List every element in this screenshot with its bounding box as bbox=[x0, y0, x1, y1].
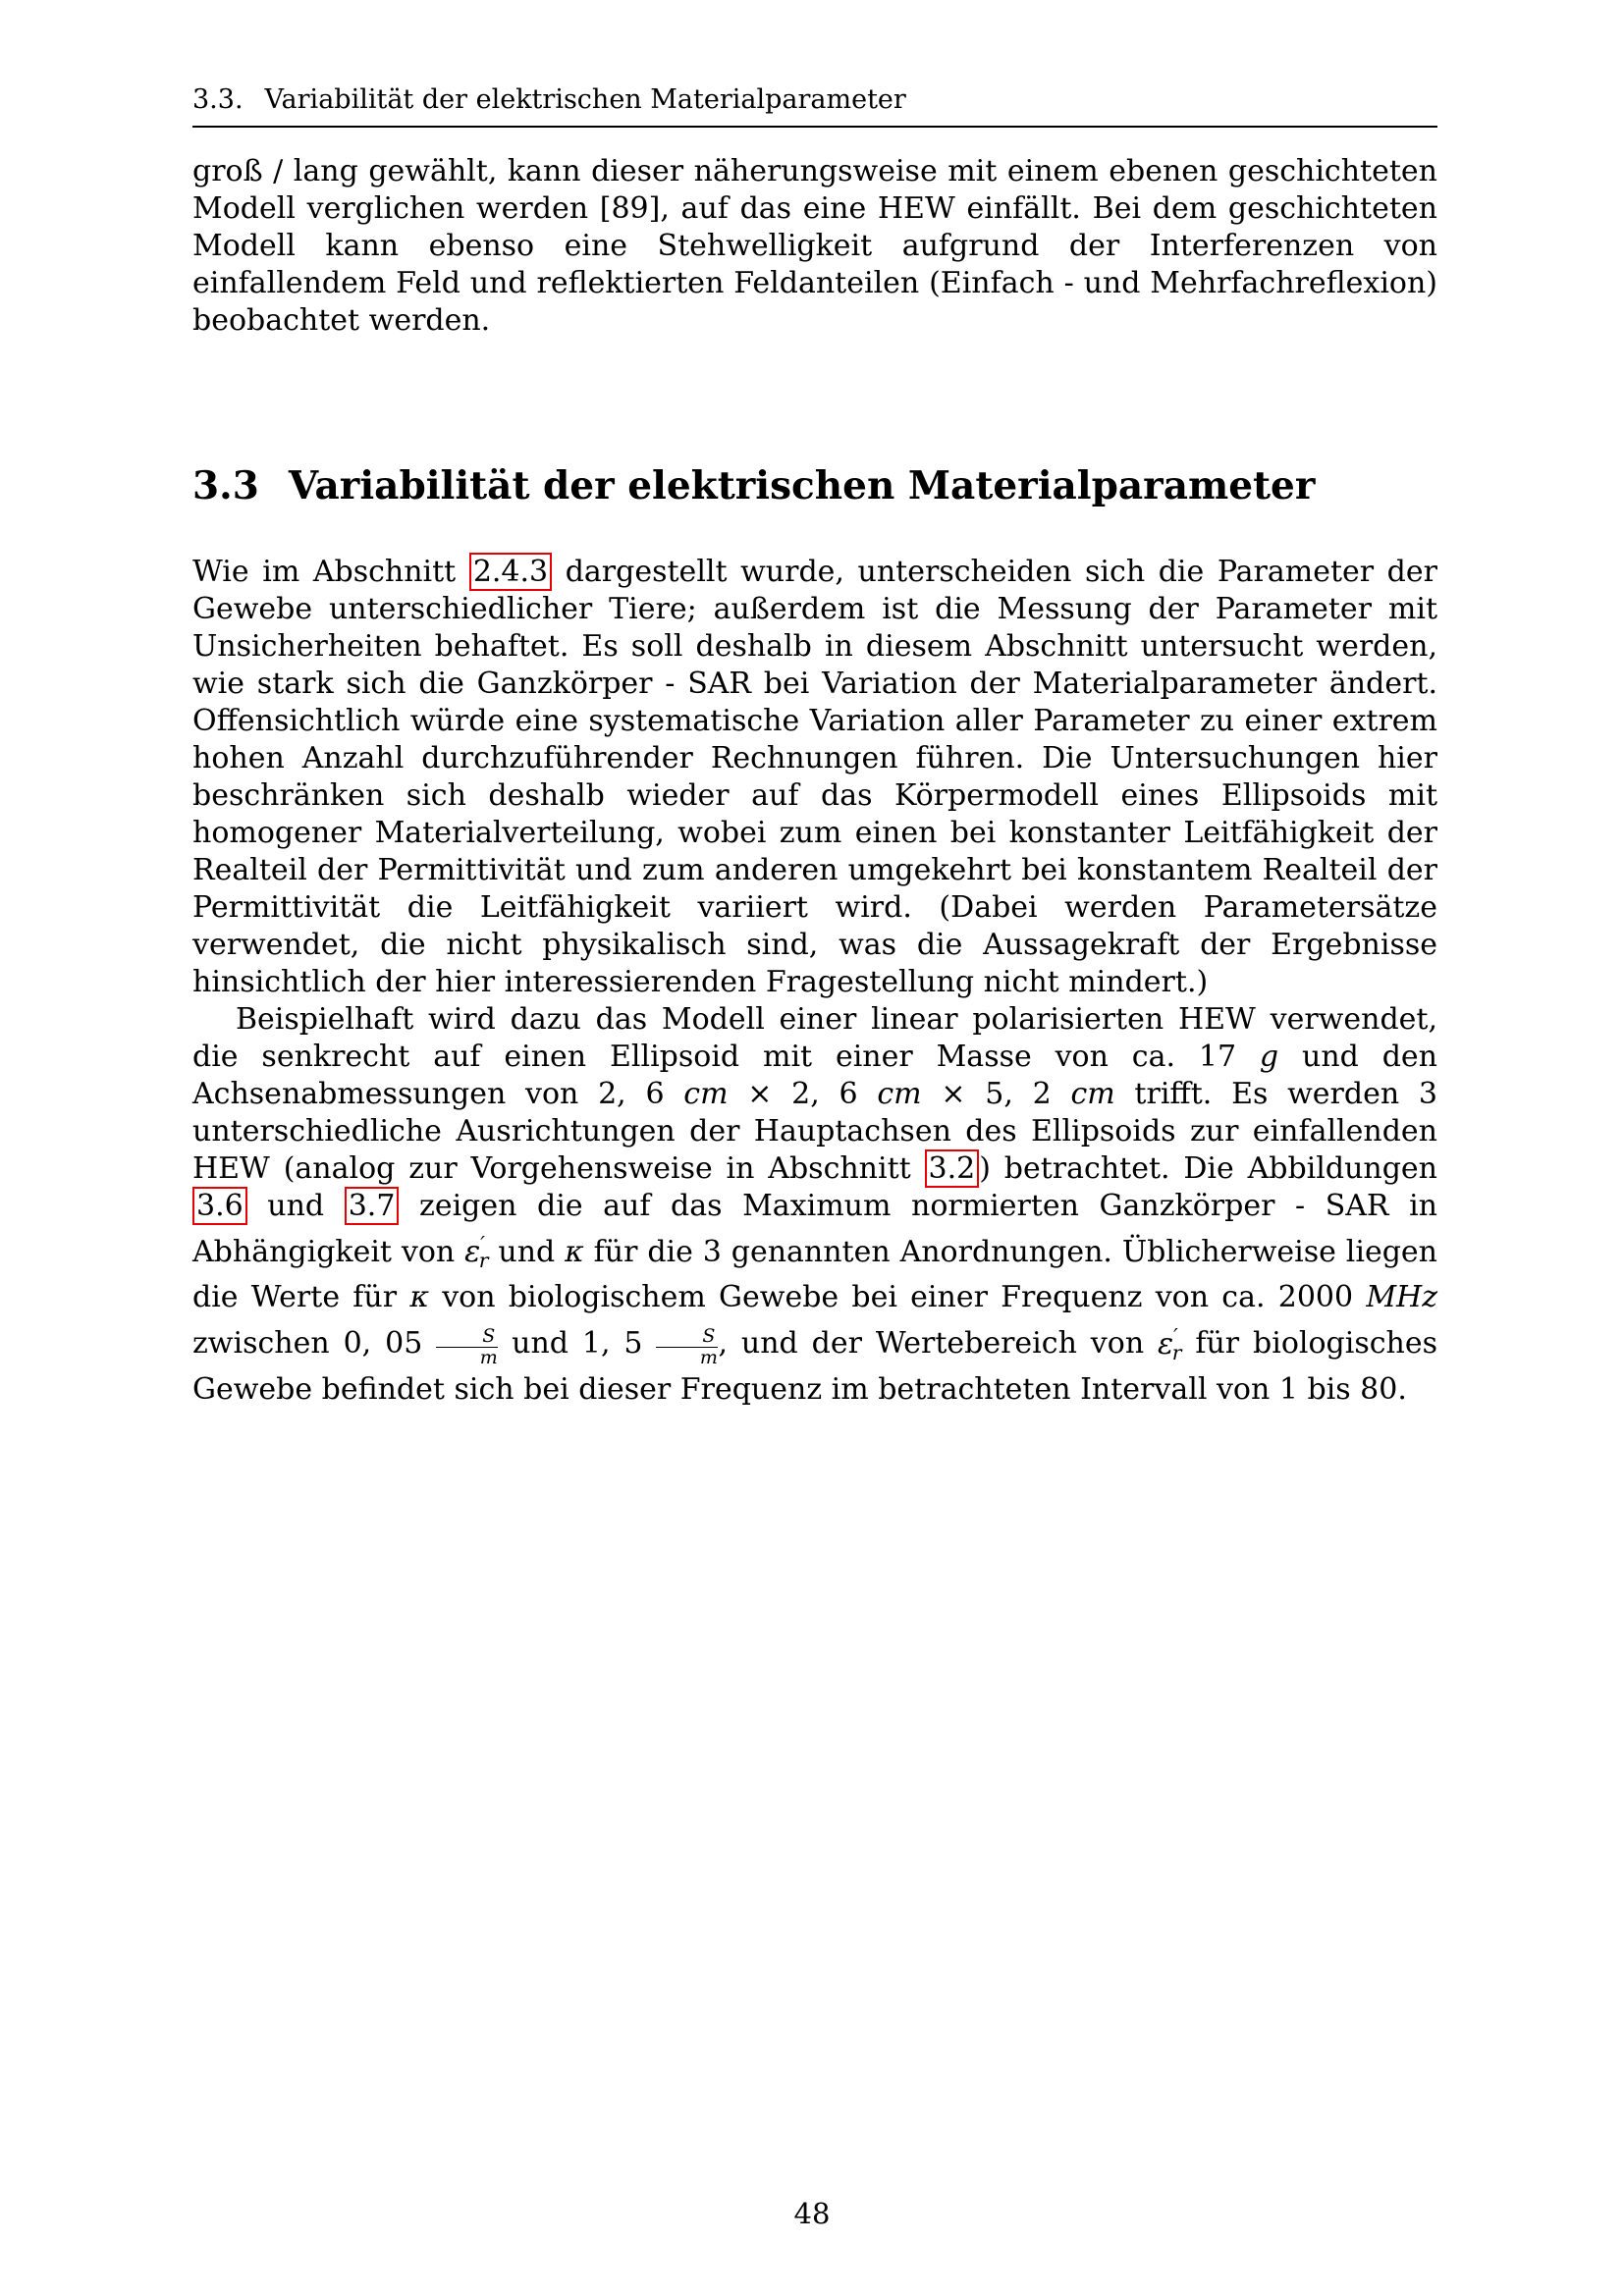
text-run: für biologisches Gewebe befindet sich bei dieser Frequenz im betrachteten Intervall von 1 bis 80. bbox=[192, 1326, 1437, 1407]
cross-reference-link[interactable]: 3.6 bbox=[192, 1187, 247, 1225]
math-superscript: ′ bbox=[1173, 1323, 1178, 1348]
text-run: trifft. Es werden 3 unterschiedliche Ausrichtungen der Hauptachsen des Ellipsoids zur einfallenden HEW (analog zur Vorgehensweise in Abschnitt bbox=[192, 1077, 1437, 1186]
math-subscript: r bbox=[1171, 1340, 1182, 1364]
text-run: , und der Wertebereich von bbox=[718, 1326, 1159, 1362]
math-symbol: MHz bbox=[1366, 1280, 1437, 1315]
running-header bbox=[192, 84, 1437, 128]
fraction-denominator: m bbox=[699, 1346, 718, 1368]
fraction-denominator: m bbox=[479, 1346, 498, 1368]
math-symbol: κ bbox=[409, 1280, 429, 1315]
math-symbol-scripted bbox=[464, 1232, 489, 1273]
math-base: ε bbox=[1158, 1326, 1174, 1362]
fraction-numerator: S bbox=[656, 1326, 718, 1348]
math-symbol: g bbox=[1259, 1040, 1279, 1074]
running-header-title: Variabilität der elektrischen Materialparameter bbox=[264, 84, 906, 115]
paragraph bbox=[192, 1001, 1437, 1409]
math-superscript: ′ bbox=[480, 1232, 485, 1255]
page-number: 48 bbox=[793, 2197, 831, 2230]
math-symbol-scripted bbox=[1158, 1323, 1182, 1364]
cross-reference-link[interactable]: 3.7 bbox=[345, 1187, 400, 1225]
cross-reference-link[interactable]: 3.2 bbox=[925, 1149, 980, 1188]
math-symbol: cm bbox=[683, 1077, 729, 1111]
math-symbol: cm bbox=[1070, 1077, 1115, 1111]
fraction-numerator: S bbox=[436, 1326, 498, 1348]
math-fraction bbox=[436, 1326, 498, 1368]
text-run: × 5, 2 bbox=[921, 1077, 1071, 1111]
paragraph bbox=[192, 153, 1437, 340]
text-column bbox=[192, 84, 1437, 1409]
math-subscript: r bbox=[478, 1249, 489, 1273]
text-run: zwischen 0, 05 bbox=[192, 1326, 437, 1362]
cross-reference-link[interactable]: 2.4.3 bbox=[469, 553, 552, 591]
section-heading-title: Variabilität der elektrischen Materialparameter bbox=[288, 463, 1316, 508]
text-run: ) betrachtet. Die Abbildungen bbox=[979, 1151, 1437, 1186]
text-run: groß / lang gewählt, kann dieser näherungsweise mit einem ebenen geschichteten Modell verglichen werden [89], auf das eine HEW einfällt. Bei dem geschichteten Modell kann ebenso eine Stehwelligkeit aufgrund der Interferenzen von einfallendem Feld und reflektierten Feldanteilen (Einfach - und Mehrfachreflexion) beobachtet werden. bbox=[192, 154, 1437, 338]
text-run: und bbox=[246, 1189, 345, 1223]
text-run: dargestellt wurde, unterscheiden sich die Parameter der Gewebe unterschiedlicher Tiere; außerdem ist die Messung der Parameter mit Unsicherheiten behaftet. Es soll deshalb in diesem Abschnitt untersucht werden, wie stark sich die Ganzkörper - SAR bei Variation der Materialparameter ändert. Offensichtlich würde eine systematische Variation aller Parameter zu einer extrem hohen Anzahl durchzuführender Rechnungen führen. Die Untersuchungen hier beschränken sich deshalb wieder auf das Körpermodell eines Ellipsoids mit homogener Materialverteilung, wobei zum einen bei konstanter Leitfähigkeit der Realteil der Permittivität und zum anderen umgekehrt bei konstantem Realteil der Permittivität die Leitfähigkeit variiert wird. (Dabei werden Parametersätze verwendet, die nicht physikalisch sind, was die Aussagekraft der Ergebnisse hinsichtlich der hier interessierenden Fragestellung nicht mindert.) bbox=[192, 555, 1437, 999]
text-run: von biologischem Gewebe bei einer Frequenz von ca. 2000 bbox=[429, 1280, 1367, 1315]
running-header-section-number: 3.3. bbox=[192, 84, 244, 115]
math-symbol: κ bbox=[565, 1235, 584, 1270]
math-fraction bbox=[656, 1326, 718, 1368]
section-heading-number: 3.3 bbox=[192, 463, 259, 508]
math-base: ε bbox=[464, 1235, 481, 1270]
section-heading bbox=[192, 465, 1437, 507]
math-symbol: cm bbox=[877, 1077, 922, 1111]
text-run: zeigen die auf das Maximum normierten Ganzkörper - SAR in Abhängigkeit von bbox=[192, 1189, 1437, 1270]
paragraph bbox=[192, 554, 1437, 1001]
text-run: × 2, 6 bbox=[728, 1077, 878, 1111]
text-run: Beispielhaft wird dazu das Modell einer linear polarisierten HEW verwendet, die senkrecht auf einen Ellipsoid mit einer Masse von ca. 17 bbox=[192, 1002, 1437, 1074]
text-run: für die 3 genannten Anordnungen. Üblicherweise liegen die Werte für bbox=[192, 1235, 1438, 1315]
text-run: und den Achsenabmessungen von 2, 6 bbox=[192, 1040, 1437, 1111]
text-run: und 1, 5 bbox=[498, 1326, 657, 1362]
text-run: und bbox=[488, 1235, 566, 1270]
text-run: Wie im Abschnitt bbox=[192, 555, 469, 589]
